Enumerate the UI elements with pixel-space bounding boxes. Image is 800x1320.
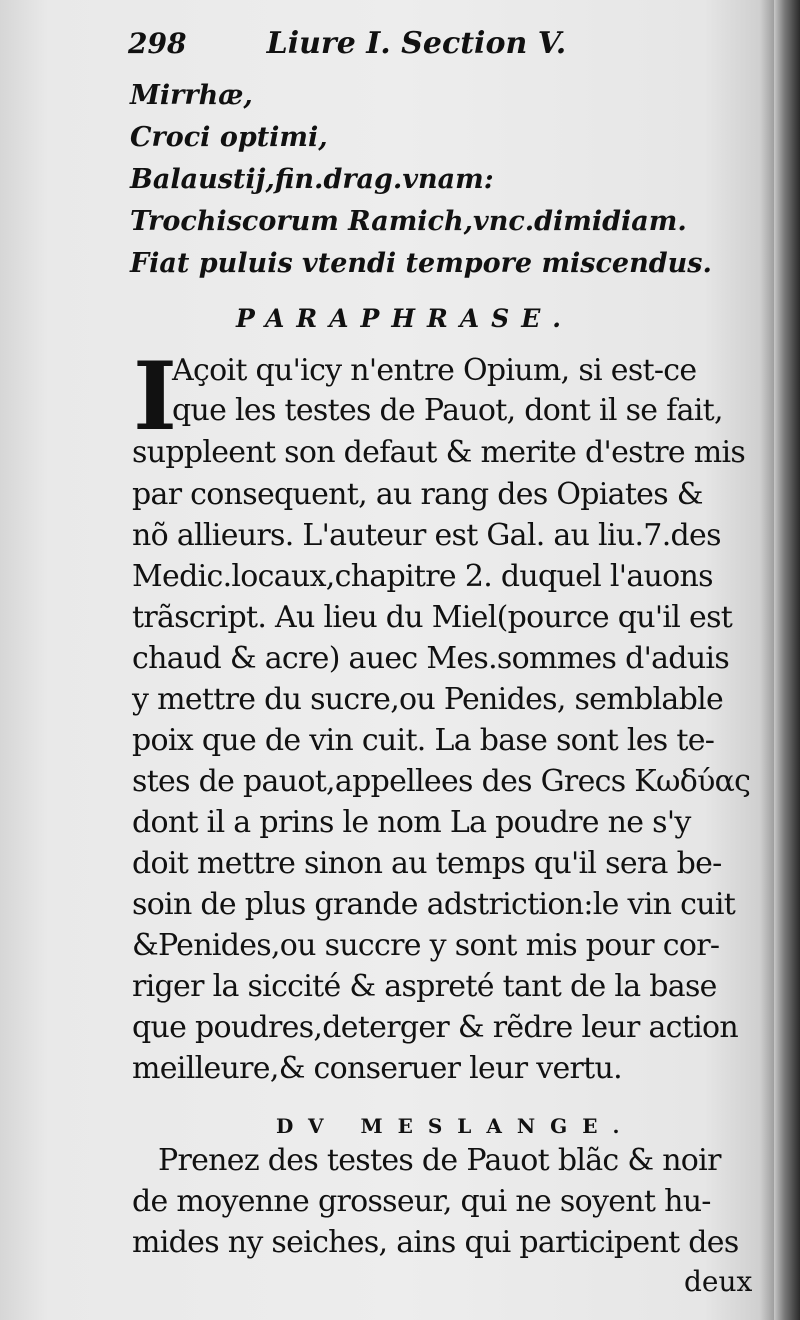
paraphrase-line: Medic.locaux,chapitre 2. duquel l'auons — [132, 559, 713, 594]
recipe-line: Balaustij,fin.drag.vnam: — [130, 164, 494, 195]
paraphrase-line: que les testes de Pauot, dont il se fait, — [172, 393, 723, 428]
paraphrase-line: suppleent son defaut & merite d'estre mis — [132, 435, 746, 470]
paraphrase-line: par consequent, au rang des Opiates & — [132, 477, 703, 512]
paraphrase-line: dont il a prins le nom La poudre ne s'y — [132, 805, 691, 840]
paraphrase-line: trãscript. Au lieu du Miel(pource qu'il est — [132, 600, 733, 635]
paraphrase-line: stes de pauot,appellees des Grecs Κωδύας — [132, 764, 751, 799]
section-heading-meslange: DV MESLANGE. — [276, 1114, 635, 1138]
recipe-line: Croci optimi, — [130, 122, 328, 153]
recipe-line: Mirrhæ, — [130, 80, 253, 111]
paraphrase-line: que poudres,deterger & rẽdre leur action — [132, 1010, 739, 1045]
recipe-line: Fiat puluis vtendi tempore miscendus. — [130, 248, 712, 279]
page-number: 298 — [128, 27, 187, 60]
paraphrase-line: Açoit qu'icy n'entre Opium, si est-ce — [172, 353, 697, 388]
paraphrase-line: soin de plus grande adstriction:le vin cuit — [132, 887, 736, 922]
paraphrase-line: &Penides,ou succre y sont mis pour cor- — [132, 928, 720, 963]
drop-cap: I — [133, 342, 177, 452]
paraphrase-line: nõ allieurs. L'auteur est Gal. au liu.7.des — [132, 518, 721, 553]
paraphrase-line: doit mettre sinon au temps qu'il sera be- — [132, 846, 722, 881]
paraphrase-line: poix que de vin cuit. La base sont les te- — [132, 723, 715, 758]
page-header — [128, 26, 566, 59]
paraphrase-line: chaud & acre) auec Mes.sommes d'aduis — [132, 641, 730, 676]
recipe-line: Trochiscorum Ramich,vnc.dimidiam. — [130, 206, 687, 237]
running-title: Liure I. Section V. — [266, 26, 567, 61]
section-heading-paraphrase: PARAPHRASE. — [236, 304, 573, 333]
paraphrase-line: y mettre du sucre,ou Penides, semblable — [132, 682, 724, 717]
meslange-line: Prenez des testes de Pauot blãc & noir — [158, 1143, 721, 1178]
paraphrase-line: meilleure,& conseruer leur vertu. — [132, 1051, 622, 1086]
meslange-line: de moyenne grosseur, qui ne soyent hu- — [132, 1184, 711, 1219]
page-gutter-shadow — [774, 0, 800, 1320]
meslange-line: mides ny seiches, ains qui participent des — [132, 1225, 739, 1260]
paraphrase-line: riger la siccité & aspreté tant de la base — [132, 969, 717, 1004]
catchword: deux — [684, 1265, 753, 1298]
